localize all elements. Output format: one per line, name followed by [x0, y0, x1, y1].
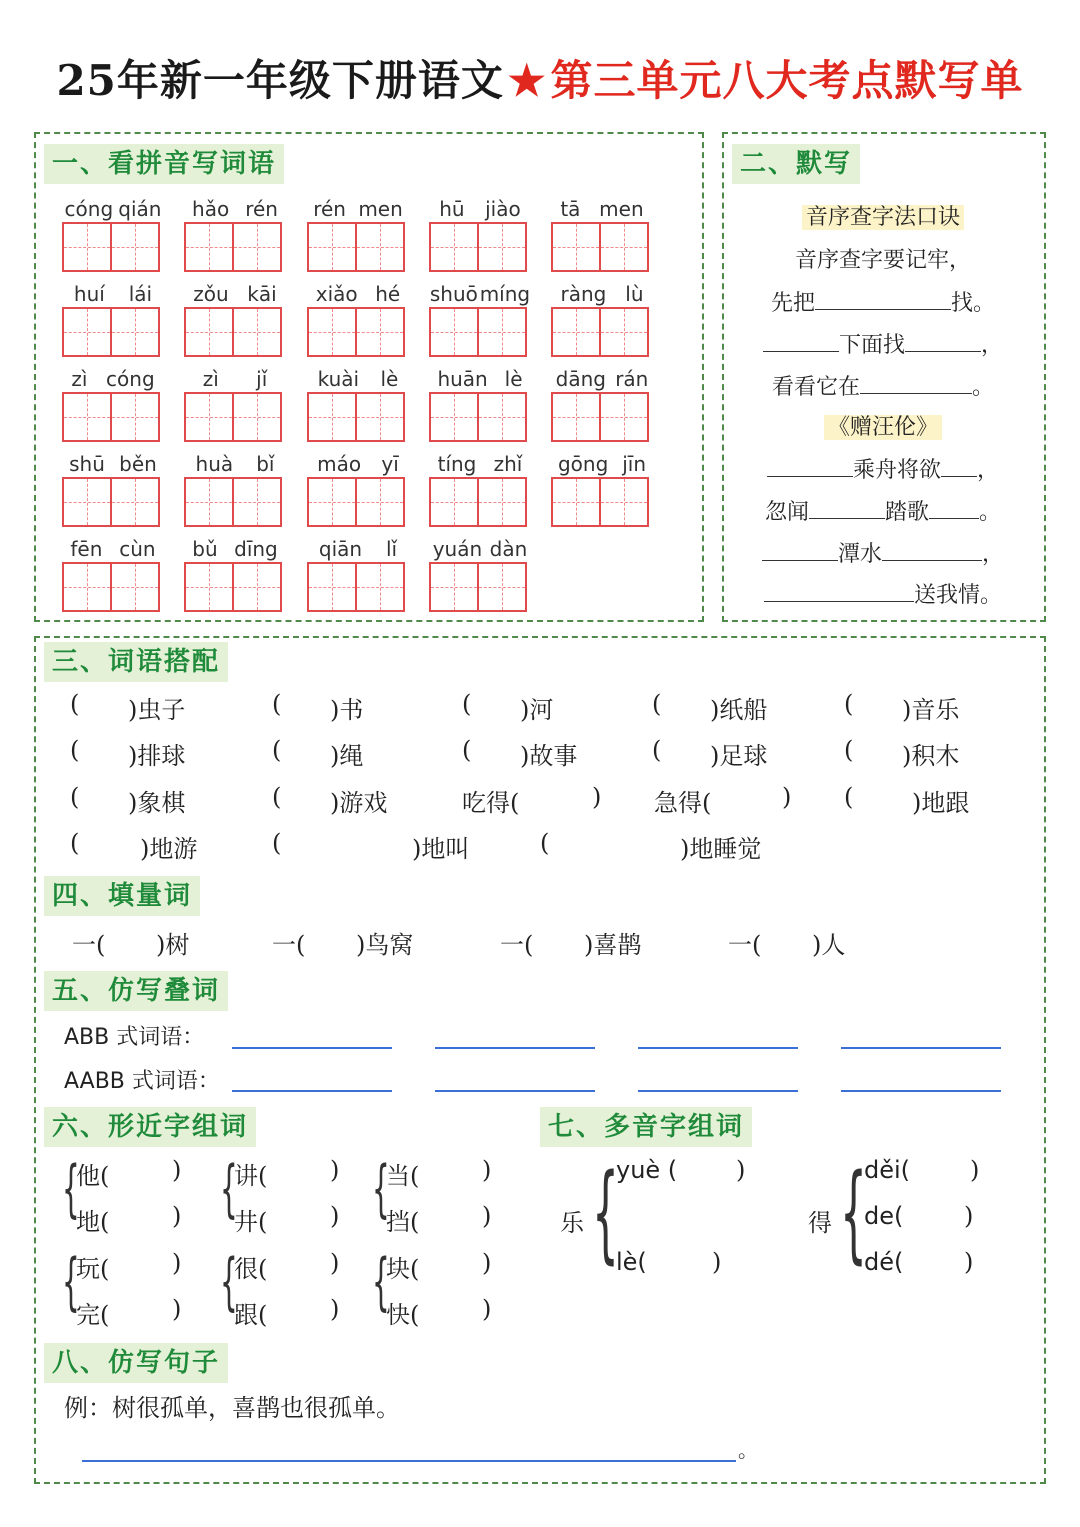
paren-close: ) — [330, 1156, 340, 1184]
writing-cell[interactable] — [62, 392, 112, 442]
measure-word-item: )鸟窝 — [356, 931, 414, 959]
writing-cell[interactable] — [355, 392, 405, 442]
paren-close: ) — [482, 1156, 492, 1184]
pinyin-word — [429, 281, 531, 357]
writing-cell[interactable] — [184, 307, 234, 357]
match-item: )河 — [520, 696, 554, 724]
match-item: )地游 — [140, 835, 198, 863]
paren-open: ( — [462, 690, 472, 718]
pinyin-syllable: men — [358, 197, 403, 221]
match-item: )绳 — [330, 742, 364, 770]
pinyin-label — [62, 536, 164, 562]
measure-word-open: 一( — [72, 931, 106, 959]
rhyme-line-3b: ， — [981, 333, 1004, 358]
pinyin-label — [551, 366, 653, 392]
pinyin-word — [551, 196, 653, 272]
pinyin-label — [62, 196, 164, 222]
paren-open: ( — [272, 690, 282, 718]
star-icon: ★ — [507, 56, 547, 105]
pinyin-syllable: qiān — [318, 537, 363, 561]
paren-open: ( — [272, 829, 282, 857]
match-item: )地叫 — [412, 835, 470, 863]
poem-line-3b: ， — [982, 542, 1005, 567]
paren-close: ) — [970, 1156, 980, 1184]
poem-line-2a: 忽闻 — [764, 500, 809, 525]
pinyin-syllable: hū — [439, 197, 465, 221]
pinyin-syllable: shuō — [429, 282, 478, 306]
brace-icon: { — [220, 1152, 238, 1225]
paren-close: ) — [172, 1156, 182, 1184]
writing-cell[interactable] — [477, 477, 527, 527]
rhyme-line-2b: 找。 — [951, 291, 996, 316]
paren-open: ( — [652, 690, 662, 718]
poem-line-2 — [722, 495, 1044, 526]
pinyin-syllable: zì — [71, 367, 88, 391]
poem-line-1b: ， — [977, 458, 1000, 483]
pinyin-syllable: tíng — [437, 452, 477, 476]
paren-close: ) — [736, 1156, 746, 1184]
pinyin-syllable: men — [599, 197, 644, 221]
writing-cell[interactable] — [184, 477, 234, 527]
pinyin-syllable: jīn — [622, 452, 647, 476]
paren-open: ( — [844, 690, 854, 718]
paren-close: ) — [964, 1202, 974, 1230]
fill-blank[interactable] — [929, 498, 979, 519]
pinyin-label — [551, 196, 653, 222]
section4-heading: 四、填量词 — [44, 876, 200, 916]
pinyin-label — [429, 366, 531, 392]
paren-close: ) — [330, 1249, 340, 1277]
writing-cell[interactable] — [599, 222, 649, 272]
paren-open: ( — [272, 736, 282, 764]
similar-char: 讲( — [234, 1162, 268, 1190]
match-item: )地跟 — [912, 789, 970, 817]
example-sentence: 例：树很孤单，喜鹊也很孤单。 — [64, 1394, 400, 1422]
pinyin-syllable: hé — [375, 282, 401, 306]
pinyin-word — [307, 536, 409, 612]
writing-cell[interactable] — [307, 222, 357, 272]
aabb-label: AABB 式词语： — [64, 1069, 220, 1094]
fill-blank[interactable] — [763, 331, 839, 352]
pinyin-syllable: hǎo — [192, 197, 230, 221]
paren-close: ) — [172, 1249, 182, 1277]
pinyin-label — [184, 366, 286, 392]
pinyin-label — [551, 281, 653, 307]
writing-cell[interactable] — [232, 477, 282, 527]
brace-icon: { — [372, 1152, 390, 1225]
answer-line[interactable] — [232, 1090, 392, 1092]
pinyin-syllable: rén — [245, 197, 278, 221]
pinyin-syllable: kuài — [317, 367, 360, 391]
rhyme-line-2 — [722, 286, 1044, 317]
sentence-end: 。 — [738, 1438, 758, 1462]
similar-char: 当( — [386, 1162, 420, 1190]
pinyin-label — [184, 281, 286, 307]
writing-cell[interactable] — [307, 477, 357, 527]
pinyin-word — [62, 366, 164, 442]
pinyin-word — [184, 451, 286, 527]
poem-title-line — [722, 410, 1044, 441]
similar-char: 井( — [234, 1208, 268, 1236]
writing-cell[interactable] — [477, 392, 527, 442]
pinyin-syllable: lái — [128, 282, 153, 306]
pinyin-syllable: zhǐ — [493, 452, 523, 476]
answer-line[interactable] — [638, 1047, 798, 1049]
measure-word-item: )树 — [156, 931, 190, 959]
pinyin-word — [184, 366, 286, 442]
similar-char: 很( — [234, 1255, 268, 1283]
fill-blank[interactable] — [860, 373, 972, 394]
section3-heading: 三、词语搭配 — [44, 642, 228, 682]
fill-blank[interactable] — [882, 540, 982, 561]
sentence-answer-line[interactable] — [82, 1460, 736, 1462]
match-item: )象棋 — [128, 789, 186, 817]
answer-line[interactable] — [841, 1047, 1001, 1049]
pinyin-label — [551, 451, 653, 477]
pinyin-option: děi( — [864, 1156, 911, 1184]
fill-blank[interactable] — [767, 456, 853, 477]
pinyin-syllable: cóng — [106, 367, 155, 391]
pinyin-label — [62, 366, 164, 392]
section1-heading: 一、看拼音写词语 — [44, 144, 284, 184]
writing-cell[interactable] — [429, 222, 479, 272]
paren-open: ( — [652, 736, 662, 764]
pinyin-syllable: kāi — [247, 282, 277, 306]
writing-cell[interactable] — [307, 392, 357, 442]
paren-close: ) — [782, 783, 792, 811]
poem-line-4a: 送我情。 — [913, 583, 1002, 608]
paren-close: ) — [330, 1202, 340, 1230]
pinyin-word — [62, 536, 164, 612]
rhyme-line-1: 音序查字要记牢， — [794, 248, 971, 273]
paren-open: ( — [70, 690, 80, 718]
answer-line[interactable] — [435, 1090, 595, 1092]
brace-icon: { — [840, 1151, 867, 1274]
pinyin-word — [307, 366, 409, 442]
rhyme-line-2a: 先把 — [770, 291, 815, 316]
pinyin-word — [184, 196, 286, 272]
poem-title: 《赠汪伦》 — [824, 415, 942, 440]
poem-line-4 — [722, 578, 1044, 609]
measure-word-item: )喜鹊 — [584, 931, 642, 959]
similar-char: 完( — [76, 1301, 110, 1329]
pinyin-syllable: lè — [504, 367, 523, 391]
brace-icon: { — [220, 1245, 238, 1318]
similar-char: 玩( — [76, 1255, 110, 1283]
writing-cell[interactable] — [599, 307, 649, 357]
match-item: 急得( — [654, 789, 712, 817]
pinyin-option: lè( — [616, 1248, 647, 1276]
paren-close: ) — [482, 1202, 492, 1230]
measure-word-open: 一( — [272, 931, 306, 959]
answer-line[interactable] — [232, 1047, 392, 1049]
pinyin-word — [184, 281, 286, 357]
pinyin-word — [307, 281, 409, 357]
writing-cell[interactable] — [232, 562, 282, 612]
writing-cell[interactable] — [184, 222, 234, 272]
pinyin-syllable: yuán — [432, 537, 483, 561]
pinyin-syllable: fēn — [70, 537, 103, 561]
fill-blank[interactable] — [762, 540, 838, 561]
writing-cell[interactable] — [62, 307, 112, 357]
paren-open: ( — [70, 783, 80, 811]
pinyin-syllable: yī — [381, 452, 399, 476]
paren-close: ) — [172, 1295, 182, 1323]
writing-cell[interactable] — [232, 222, 282, 272]
pinyin-word — [62, 451, 164, 527]
paren-open: ( — [70, 829, 80, 857]
answer-line[interactable] — [638, 1090, 798, 1092]
pinyin-syllable: dīng — [234, 537, 278, 561]
poem-line-3 — [722, 537, 1044, 568]
writing-cell[interactable] — [355, 562, 405, 612]
match-item: )书 — [330, 696, 364, 724]
pinyin-syllable: xiǎo — [315, 282, 358, 306]
brace-icon: { — [592, 1151, 619, 1274]
rhyme-line-4 — [722, 370, 1044, 401]
fill-blank[interactable] — [815, 289, 951, 310]
abb-label: ABB 式词语： — [64, 1025, 205, 1050]
writing-cell[interactable] — [355, 477, 405, 527]
similar-char: 块( — [386, 1255, 420, 1283]
pinyin-label — [307, 281, 409, 307]
paren-close: ) — [330, 1295, 340, 1323]
pinyin-syllable: lù — [625, 282, 644, 306]
similar-char: 跟( — [234, 1301, 268, 1329]
pinyin-syllable: lè — [380, 367, 399, 391]
pinyin-label — [429, 536, 531, 562]
similar-char: 他( — [76, 1162, 110, 1190]
fill-blank[interactable] — [905, 331, 981, 352]
paren-open: ( — [844, 736, 854, 764]
writing-cell[interactable] — [307, 307, 357, 357]
fill-blank[interactable] — [764, 581, 914, 602]
pinyin-syllable: zì — [202, 367, 219, 391]
writing-cell[interactable] — [551, 307, 601, 357]
match-item: )纸船 — [710, 696, 768, 724]
measure-word-open: 一( — [500, 931, 534, 959]
match-item: 吃得( — [462, 789, 520, 817]
pinyin-label — [307, 451, 409, 477]
writing-cell[interactable] — [599, 392, 649, 442]
poem-line-1 — [722, 453, 1044, 484]
writing-cell[interactable] — [62, 562, 112, 612]
pinyin-syllable: máo — [317, 452, 362, 476]
poem-line-3a: 潭水 — [837, 542, 882, 567]
paren-close: ) — [964, 1248, 974, 1276]
paren-close: ) — [482, 1249, 492, 1277]
pinyin-syllable: lǐ — [385, 537, 398, 561]
pinyin-word — [429, 196, 531, 272]
pinyin-syllable: gōng — [557, 452, 609, 476]
rhyme-line-4b: 。 — [972, 375, 995, 400]
fill-blank[interactable] — [941, 456, 977, 477]
pinyin-syllable: jǐ — [256, 367, 268, 391]
pinyin-word — [307, 451, 409, 527]
pinyin-syllable: ràng — [560, 282, 607, 306]
brace-icon: { — [62, 1245, 80, 1318]
writing-cell[interactable] — [110, 477, 160, 527]
writing-cell[interactable] — [62, 477, 112, 527]
pinyin-syllable: shū — [69, 452, 105, 476]
writing-cell[interactable] — [232, 307, 282, 357]
brace-icon: { — [62, 1152, 80, 1225]
pinyin-label — [307, 366, 409, 392]
match-item: )积木 — [902, 742, 960, 770]
poem-line-1a: 乘舟将欲 — [852, 458, 941, 483]
paren-close: ) — [712, 1248, 722, 1276]
pinyin-word — [429, 451, 531, 527]
similar-char: 地( — [76, 1208, 110, 1236]
paren-open: ( — [70, 736, 80, 764]
writing-cell[interactable] — [551, 477, 601, 527]
similar-char: 快( — [386, 1301, 420, 1329]
paren-open: ( — [272, 783, 282, 811]
writing-cell[interactable] — [429, 562, 479, 612]
pinyin-syllable: bǔ — [192, 537, 218, 561]
match-item: )排球 — [128, 742, 186, 770]
paren-open: ( — [540, 829, 550, 857]
pinyin-word — [551, 451, 653, 527]
pinyin-word — [307, 196, 409, 272]
pinyin-syllable: míng — [479, 282, 531, 306]
pinyin-syllable: jiào — [485, 197, 521, 221]
writing-cell[interactable] — [477, 222, 527, 272]
match-item: )地睡觉 — [680, 835, 762, 863]
pinyin-word — [62, 281, 164, 357]
writing-cell[interactable] — [355, 222, 405, 272]
pinyin-syllable: rén — [313, 197, 346, 221]
match-item: )足球 — [710, 742, 768, 770]
pinyin-syllable: huān — [437, 367, 488, 391]
polyphone-char: 得 — [808, 1209, 832, 1237]
pinyin-word — [551, 281, 653, 357]
pinyin-syllable: bǐ — [256, 452, 275, 476]
section6-heading: 六、形近字组词 — [44, 1107, 256, 1147]
section2-heading: 二、默写 — [732, 144, 860, 184]
pinyin-word — [184, 536, 286, 612]
pinyin-syllable: cùn — [119, 537, 156, 561]
measure-word-open: 一( — [728, 931, 762, 959]
writing-cell[interactable] — [429, 477, 479, 527]
pinyin-syllable: dàn — [489, 537, 528, 561]
polyphone-char: 乐 — [560, 1209, 584, 1237]
pinyin-option: yuè ( — [616, 1156, 678, 1184]
writing-cell[interactable] — [110, 392, 160, 442]
writing-cell[interactable] — [477, 307, 527, 357]
pinyin-syllable: tā — [560, 197, 581, 221]
writing-cell[interactable] — [551, 222, 601, 272]
pinyin-syllable: dāng — [555, 367, 606, 391]
pinyin-option: de( — [864, 1202, 904, 1230]
pinyin-label — [307, 536, 409, 562]
section7-heading: 七、多音字组词 — [540, 1107, 752, 1147]
match-item: )游戏 — [330, 789, 388, 817]
writing-cell[interactable] — [110, 222, 160, 272]
poem-line-2c: 。 — [979, 500, 1002, 525]
answer-line[interactable] — [841, 1090, 1001, 1092]
pinyin-label — [62, 281, 164, 307]
pinyin-word — [429, 536, 531, 612]
pinyin-label — [62, 451, 164, 477]
writing-cell[interactable] — [184, 392, 234, 442]
match-item: )音乐 — [902, 696, 960, 724]
measure-word-item: )人 — [812, 931, 846, 959]
rhyme-title-line — [722, 200, 1044, 231]
rhyme-title: 音序查字法口诀 — [802, 205, 964, 230]
page-title — [0, 48, 1080, 108]
writing-cell[interactable] — [232, 392, 282, 442]
similar-char: 挡( — [386, 1208, 420, 1236]
pinyin-word — [62, 196, 164, 272]
answer-line[interactable] — [435, 1047, 595, 1049]
poem-line-2b: 踏歌 — [884, 500, 929, 525]
writing-cell[interactable] — [599, 477, 649, 527]
writing-cell[interactable] — [429, 307, 479, 357]
rhyme-line-3 — [722, 328, 1044, 359]
pinyin-option: dé( — [864, 1248, 904, 1276]
writing-cell[interactable] — [551, 392, 601, 442]
writing-cell[interactable] — [477, 562, 527, 612]
rhyme-line-4a: 看看它在 — [771, 375, 860, 400]
paren-close: ) — [592, 783, 602, 811]
pinyin-syllable: cóng — [64, 197, 114, 221]
title-part2: 第三单元八大考点默写单 — [550, 56, 1024, 105]
pinyin-label — [184, 536, 286, 562]
writing-cell[interactable] — [355, 307, 405, 357]
match-item: )故事 — [520, 742, 578, 770]
pinyin-label — [307, 196, 409, 222]
pinyin-syllable: běn — [119, 452, 157, 476]
paren-close: ) — [482, 1295, 492, 1323]
writing-cell[interactable] — [62, 222, 112, 272]
paren-open: ( — [844, 783, 854, 811]
writing-cell[interactable] — [110, 307, 160, 357]
writing-cell[interactable] — [307, 562, 357, 612]
brace-icon: { — [372, 1245, 390, 1318]
rhyme-line-3a: 下面找 — [838, 333, 905, 358]
section5-heading: 五、仿写叠词 — [44, 971, 228, 1011]
writing-cell[interactable] — [110, 562, 160, 612]
pinyin-syllable: rán — [615, 367, 649, 391]
writing-cell[interactable] — [429, 392, 479, 442]
paren-close: ) — [172, 1202, 182, 1230]
pinyin-label — [184, 451, 286, 477]
fill-blank[interactable] — [809, 498, 885, 519]
pinyin-word — [551, 366, 653, 442]
pinyin-syllable: huí — [73, 282, 105, 306]
paren-open: ( — [462, 736, 472, 764]
pinyin-label — [429, 281, 531, 307]
pinyin-syllable: qián — [118, 197, 162, 221]
title-part1: 25年新一年级下册语文 — [56, 56, 504, 105]
pinyin-word — [429, 366, 531, 442]
writing-cell[interactable] — [184, 562, 234, 612]
section8-heading: 八、仿写句子 — [44, 1343, 228, 1383]
match-item: )虫子 — [128, 696, 186, 724]
pinyin-label — [184, 196, 286, 222]
pinyin-label — [429, 451, 531, 477]
pinyin-label — [429, 196, 531, 222]
pinyin-syllable: huà — [195, 452, 234, 476]
pinyin-syllable: zǒu — [193, 282, 229, 306]
